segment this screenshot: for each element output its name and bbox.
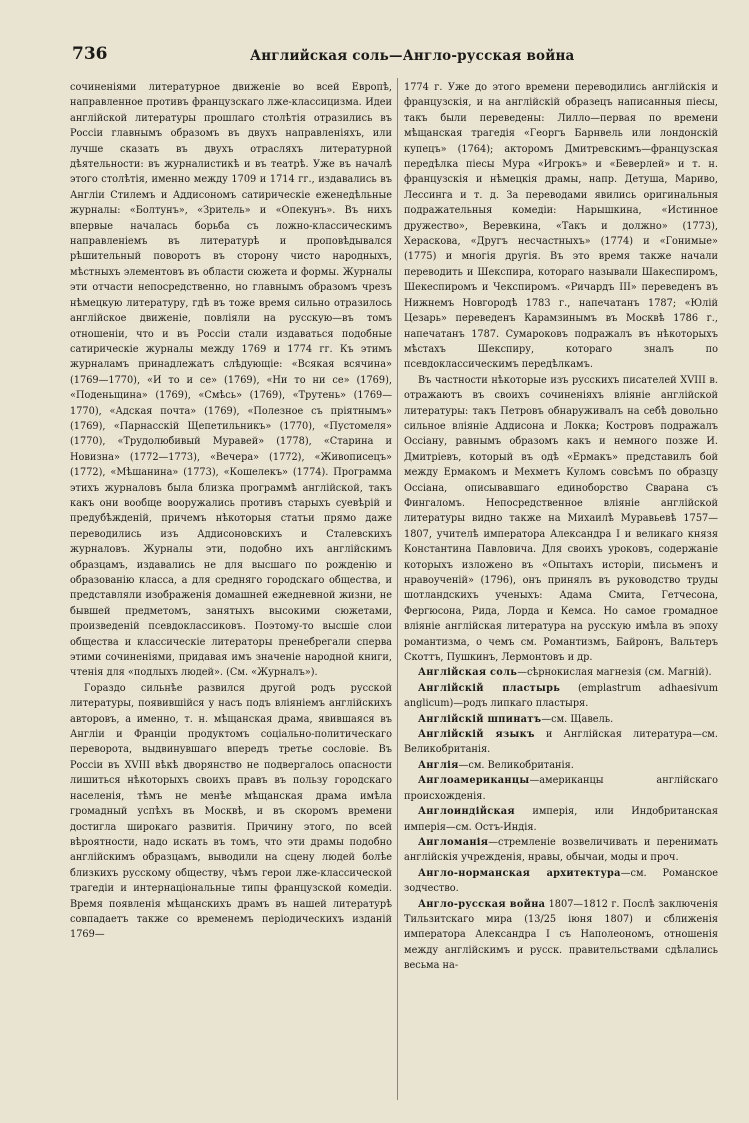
- running-head: Английская соль—Англо-русская война: [250, 48, 575, 64]
- right-paragraph: 1774 г. Уже до этого времени переводились англійскія и французскія, и на англійскій образецъ написанныя піесы, такъ были переведены: Лилло—первая по времени мѣщанская трагедія «Георгъ Барнвель или лондонскій купецъ» (1764); акторомъ Дмитревскимъ—французская передѣлка піесы Мура «Игрокъ» и «Беверлей» и т. н. французскія и нѣмецкія драмы, напр. Детуша, Мариво, Лессинга и т. д. За переводами явились оригинальныя подражательныя комедіи: Нарышкина, «Истинное дружество», Веревкина, «Такъ и должно» (1773), Хераскова, «Другъ несчастныхъ» (1774) и «Гонимые» (1775) и многія другія. Въ это время также начали переводить и Шекспира, котораго называли Шакеспиромъ, Шекеспиромъ и Чекспиромъ. «Ричардъ III» переведенъ въ Нижнемъ Новгородѣ 1783 г., напечатанъ 1787; «Юлій Цезарь» переведенъ Карамзинымъ въ Москвѣ 1786 г., напечатанъ 1787. Сумароковъ подражалъ въ нѣкоторыхъ мѣстахъ Шекспиру, котораго зналъ по псевдоклассическимъ передѣлкамъ.: [404, 82, 718, 371]
- dictionary-entry: [404, 804, 718, 835]
- entry-headword: Англія: [418, 759, 459, 771]
- left-paragraph: Гораздо сильнѣе развился другой родъ русской литературы, появившійся у насъ подъ вліяніемъ англійскихъ авторовъ, а именно, т. н. мѣщанская драма, явившаяся въ Англіи и Франціи продуктомъ соціально-политическаго переворота, выдвинувшаго впередъ третье сословіе. Въ Россіи въ XVIII вѣкѣ дворянство не подвергалось опасности лишиться нѣкоторыхъ своихъ правъ въ пользу городскаго населенія, тѣмъ не менѣе мѣщанская драма имѣла громадный успѣхъ въ Москвѣ, и въ скоромъ времени достигла широкаго развитія. Причину этого, по всей вѣроятности, надо искать въ томъ, что эти драмы подобно англійскимъ образцамъ, выводили на сцену людей болѣе близкихъ русскому обществу, чѣмъ герои лже-классической трагедіи и интернаціональные типы французской комедіи. Время появленія мѣщанскихъ драмъ въ нашей литературѣ совпадаетъ также со временемъ періодическихъ изданій 1769—: [70, 682, 392, 941]
- dictionary-entry: [404, 897, 718, 974]
- page-number: 736: [72, 44, 108, 64]
- entry-headword: Англоиндійская: [418, 806, 515, 818]
- entry-headword: Англійскій пластырь: [418, 682, 561, 694]
- entry-text: (emplastrum adhaesivum anglicum)—родъ липкаго пластыря.: [404, 682, 718, 710]
- entry-text: —см. Великобританія.: [458, 759, 574, 771]
- dictionary-entry: [404, 835, 718, 866]
- entry-headword: Англійская соль: [418, 667, 518, 679]
- left-paragraph: сочиненіями литературное движеніе во всей Европѣ, направленное противъ французскаго лже-классицизма. Идеи англійской литературы прошлаго столѣтія отразились въ Россіи главнымъ образомъ въ двухъ направленіяхъ, или лучше сказать въ двухъ отрасляхъ литературной дѣятельности: въ журналистикѣ и въ театрѣ. Уже въ началѣ этого столѣтія, именно между 1709 и 1714 гг., издавались въ Англіи Стилемъ и Аддисономъ сатирическіе еженедѣльные журналы: «Болтунъ», «Зритель» и «Опекунъ». Въ нихъ впервые началась борьба съ ложно-классическимъ направленіемъ въ литературѣ и проповѣдывался рѣшительный поворотъ въ сторону чисто народныхъ, мѣстныхъ элементовъ въ области сюжета и формы. Журналы эти отчасти непосредственно, но главнымъ образомъ чрезъ нѣмецкую литературу, гдѣ въ тоже время сильно отразилось англійское движеніе, повліяли на русскую—въ томъ отношеніи, что и въ Россіи стали издаваться подобные сатирическіе журналы между 1769 и 1774 гг. Къ этимъ журналамъ принадлежатъ слѣдующіе: «Всякая всячина» (1769—1770), «И то и се» (1769), «Ни то ни се» (1769), «Поденьщина» (1769), «Смѣсь» (1769), «Трутень» (1769—1770), «Адская почта» (1769), «Полезное съ пріятнымъ» (1769), «Парнасскій Щепетильникъ» (1770), «Пустомеля» (1770), «Трудолюбивый Муравей» (1778), «Старина и Новизна» (1772—1773), «Вечера» (1772), «Живописецъ» (1772), «Мѣшанина» (1773), «Кошелекъ» (1774). Программа этихъ журналовъ была близка программѣ англійской, такъ какъ они вообще вооружались противъ старыхъ суевѣрій и предубѣжденій, причемъ нѣкоторыя статьи прямо даже переводились изъ Аддисоновскихъ и Сталевскихъ журналовъ. Журналы эти, подобно ихъ англійскимъ образцамъ, издавались не для высшаго по рожденію и образованію класса, а для средняго городскаго общества, и представляли изображенія домашней ежедневной жизни, не бывшей предметомъ, занятыхъ высокими сюжетами, произведеній псевдоклассиковъ. Поэтому-то высшіе слои общества и классическіе литераторы пренебрегали сперва этими сочиненіями, придавая имъ значеніе народной книги, чтенія для «подлыхъ людей». (См. «Журналъ»).: [70, 82, 392, 679]
- dictionary-entry: [404, 758, 718, 773]
- column-divider: [397, 78, 398, 1100]
- entry-text: и Англійская литература—см. Великобританія.: [404, 729, 718, 756]
- entry-headword: Англоманія: [418, 836, 489, 848]
- entry-text: —см. Романское зодчество.: [404, 867, 718, 895]
- entry-headword: Англоамериканцы: [418, 775, 530, 787]
- entry-text: —сѣрнокислая магнезія (см. Магній).: [517, 667, 712, 679]
- entry-text: —американцы англійскаго происхожденія.: [404, 775, 718, 802]
- right-column: [404, 80, 718, 1110]
- dictionary-entry: [404, 665, 718, 680]
- dictionary-entry: [404, 712, 718, 727]
- right-paragraph: Въ частности нѣкоторые изъ русскихъ писателей XVIII в. отражаютъ въ своихъ сочиненіяхъ вліяніе англійской литературы: такъ Петровъ обнаруживалъ на себѣ довольно сильное вліяніе Аддисона и Локка; Костровъ подражалъ Оссіану, равнымъ образомъ какъ и немного позже И. Дмитріевъ, который въ одѣ «Ермакъ» представилъ бой между Ермакомъ и Мехметъ Куломъ совсѣмъ по образцу Оссіана, описывавшаго единоборство Сварана съ Фингаломъ. Непосредственное вліяніе англійской литературы видно также на Михаилѣ Муравьевѣ 1757—1807, учителѣ императора Александра I и великаго князя Константина Павловича. Для своихъ уроковъ, содержаніе которыхъ изложено въ «Опытахъ исторіи, письменъ и нравоученій» (1796), онъ принялъ въ руководство труды шотландскихъ ученыхъ: Адама Смита, Гетчесона, Фергюсона, Рида, Лорда и Кемса. Но самое громадное вліяніе англійская литература на русскую имѣла въ эпоху романтизма, о чемъ см. Романтизмъ, Байронъ, Вальтеръ Скоттъ, Пушкинъ, Лермонтовъ и др.: [404, 374, 718, 664]
- entry-headword: Англійскій шпинатъ: [418, 713, 542, 725]
- entry-headword: Англо-норманская архитектура: [418, 867, 621, 879]
- entry-headword: Англо-русская война: [418, 898, 546, 910]
- dictionary-entry: [404, 681, 718, 712]
- left-column: [70, 80, 392, 1110]
- dictionary-entry: [404, 727, 718, 758]
- entry-text: имперія, или Индобританская имперія—см. Остъ-Индія.: [404, 806, 718, 833]
- dictionary-entry: [404, 866, 718, 897]
- entry-text: 1807—1812 г. Послѣ заключенія Тильзитскаго мира (13/25 іюня 1807) и сближенія императора Александра I съ Наполеономъ, отношенія между англійскимъ и русск. правительствами сдѣлались весьма на-: [404, 898, 718, 972]
- dictionary-entry: [404, 773, 718, 804]
- entry-text: —стремленіе возвеличивать и перенимать англійскія учрежденія, нравы, обычаи, моды и проч.: [404, 836, 718, 864]
- entry-headword: Англійскій языкъ: [418, 729, 535, 741]
- entry-text: —см. Щавель.: [541, 713, 614, 725]
